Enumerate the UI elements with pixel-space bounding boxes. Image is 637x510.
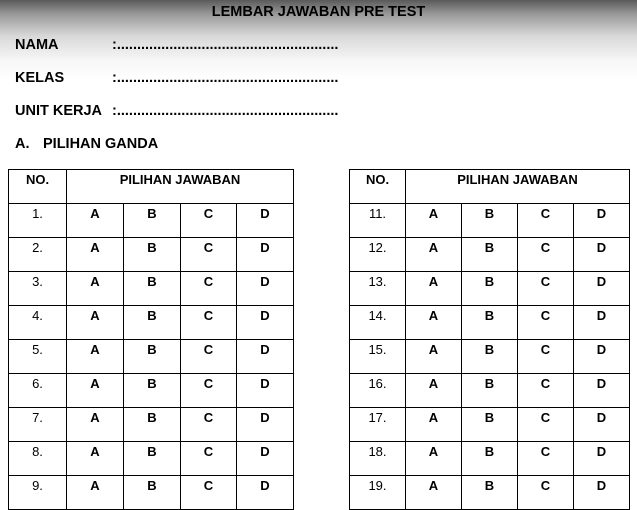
- answer-option-b[interactable]: B: [462, 442, 518, 476]
- answer-option-c[interactable]: C: [518, 238, 574, 272]
- answer-option-a[interactable]: A: [406, 306, 462, 340]
- section-title: PILIHAN GANDA: [43, 136, 159, 152]
- answer-option-c[interactable]: C: [518, 340, 574, 374]
- section-number: A.: [15, 136, 30, 152]
- answer-row: [350, 408, 630, 442]
- section-heading: [15, 136, 158, 152]
- answer-option-d[interactable]: D: [237, 442, 294, 476]
- answer-row: [350, 204, 630, 238]
- question-number: 14.: [350, 306, 406, 340]
- answer-option-d[interactable]: D: [237, 476, 294, 510]
- answer-option-c[interactable]: C: [181, 442, 237, 476]
- answer-option-c[interactable]: C: [518, 374, 574, 408]
- header-choices: PILIHAN JAWABAN: [67, 170, 294, 204]
- answer-option-a[interactable]: A: [406, 374, 462, 408]
- answer-option-b[interactable]: B: [462, 272, 518, 306]
- question-number: 17.: [350, 408, 406, 442]
- header-no: NO.: [350, 170, 406, 204]
- answer-row: [9, 340, 294, 374]
- answer-row: [350, 272, 630, 306]
- question-number: 5.: [9, 340, 67, 374]
- question-number: 4.: [9, 306, 67, 340]
- answer-option-b[interactable]: B: [124, 476, 181, 510]
- answer-option-c[interactable]: C: [181, 374, 237, 408]
- answer-option-a[interactable]: A: [406, 442, 462, 476]
- answer-option-c[interactable]: C: [518, 476, 574, 510]
- question-number: 15.: [350, 340, 406, 374]
- question-number: 12.: [350, 238, 406, 272]
- answer-option-a[interactable]: A: [67, 306, 124, 340]
- answer-option-b[interactable]: B: [124, 238, 181, 272]
- answer-option-d[interactable]: D: [237, 306, 294, 340]
- answer-option-b[interactable]: B: [124, 272, 181, 306]
- answer-option-b[interactable]: B: [124, 442, 181, 476]
- answer-option-d[interactable]: D: [574, 408, 630, 442]
- answer-option-b[interactable]: B: [462, 408, 518, 442]
- question-number: 13.: [350, 272, 406, 306]
- answer-option-a[interactable]: A: [67, 374, 124, 408]
- question-number: 8.: [9, 442, 67, 476]
- header-choices: PILIHAN JAWABAN: [406, 170, 630, 204]
- table-header-row: [9, 170, 294, 204]
- question-number: 3.: [9, 272, 67, 306]
- answer-row: [350, 476, 630, 510]
- answer-option-d[interactable]: D: [237, 340, 294, 374]
- answer-option-b[interactable]: B: [124, 408, 181, 442]
- answer-option-a[interactable]: A: [67, 408, 124, 442]
- answer-option-a[interactable]: A: [406, 340, 462, 374]
- header-no: NO.: [9, 170, 67, 204]
- question-number: 1.: [9, 204, 67, 238]
- answer-option-a[interactable]: A: [406, 204, 462, 238]
- answer-option-a[interactable]: A: [406, 408, 462, 442]
- answer-row: [9, 204, 294, 238]
- answer-row: [9, 238, 294, 272]
- answer-row: [9, 476, 294, 510]
- answer-option-b[interactable]: B: [462, 204, 518, 238]
- work-unit-blank-line[interactable]: :.......................................................: [112, 103, 339, 119]
- name-label: NAMA: [15, 37, 59, 53]
- answer-option-a[interactable]: A: [67, 340, 124, 374]
- answer-option-d[interactable]: D: [237, 374, 294, 408]
- work-unit-label: UNIT KERJA: [15, 103, 103, 119]
- question-number: 16.: [350, 374, 406, 408]
- answer-option-d[interactable]: D: [574, 340, 630, 374]
- question-number: 9.: [9, 476, 67, 510]
- answer-option-c[interactable]: C: [518, 272, 574, 306]
- answer-option-c[interactable]: C: [181, 306, 237, 340]
- answer-option-b[interactable]: B: [124, 204, 181, 238]
- answer-option-d[interactable]: D: [574, 476, 630, 510]
- answer-option-c[interactable]: C: [181, 408, 237, 442]
- answer-option-c[interactable]: C: [181, 272, 237, 306]
- answer-row: [9, 306, 294, 340]
- answer-option-c[interactable]: C: [181, 204, 237, 238]
- answer-option-d[interactable]: D: [574, 272, 630, 306]
- answer-option-d[interactable]: D: [574, 238, 630, 272]
- answer-option-b[interactable]: B: [124, 306, 181, 340]
- table-header-row: [350, 170, 630, 204]
- answer-option-c[interactable]: C: [518, 306, 574, 340]
- question-number: 6.: [9, 374, 67, 408]
- answer-option-a[interactable]: A: [67, 476, 124, 510]
- answer-option-a[interactable]: A: [406, 272, 462, 306]
- answer-option-c[interactable]: C: [181, 238, 237, 272]
- answer-row: [350, 306, 630, 340]
- answer-row: [350, 374, 630, 408]
- question-number: 11.: [350, 204, 406, 238]
- question-number: 18.: [350, 442, 406, 476]
- class-blank-line[interactable]: :.......................................................: [112, 70, 339, 86]
- answer-option-d[interactable]: D: [574, 204, 630, 238]
- answer-row: [350, 238, 630, 272]
- answer-option-b[interactable]: B: [462, 374, 518, 408]
- answer-option-b[interactable]: B: [462, 340, 518, 374]
- answer-option-b[interactable]: B: [124, 340, 181, 374]
- answer-option-c[interactable]: C: [181, 476, 237, 510]
- question-number: 7.: [9, 408, 67, 442]
- name-blank-line[interactable]: :.......................................................: [112, 37, 339, 53]
- answer-option-d[interactable]: D: [237, 238, 294, 272]
- answer-option-a[interactable]: A: [406, 476, 462, 510]
- question-number: 2.: [9, 238, 67, 272]
- answer-option-d[interactable]: D: [574, 442, 630, 476]
- answer-option-a[interactable]: A: [406, 238, 462, 272]
- class-label: KELAS: [15, 70, 65, 86]
- answer-option-b[interactable]: B: [462, 238, 518, 272]
- answer-row: [9, 374, 294, 408]
- answer-option-d[interactable]: D: [237, 204, 294, 238]
- answer-option-a[interactable]: A: [67, 204, 124, 238]
- answer-option-b[interactable]: B: [462, 306, 518, 340]
- answer-option-c[interactable]: C: [518, 442, 574, 476]
- answer-row: [9, 272, 294, 306]
- document-title: LEMBAR JAWABAN PRE TEST: [211, 4, 426, 20]
- answer-option-b[interactable]: B: [124, 374, 181, 408]
- answer-option-d[interactable]: D: [574, 374, 630, 408]
- answer-option-a[interactable]: A: [67, 442, 124, 476]
- answer-option-a[interactable]: A: [67, 238, 124, 272]
- answer-option-b[interactable]: B: [462, 476, 518, 510]
- answer-row: [9, 408, 294, 442]
- answer-row: [350, 340, 630, 374]
- answer-option-d[interactable]: D: [237, 408, 294, 442]
- answer-option-d[interactable]: D: [237, 272, 294, 306]
- answer-option-c[interactable]: C: [181, 340, 237, 374]
- answer-option-a[interactable]: A: [67, 272, 124, 306]
- question-number: 19.: [350, 476, 406, 510]
- answer-option-c[interactable]: C: [518, 408, 574, 442]
- answer-option-c[interactable]: C: [518, 204, 574, 238]
- answer-option-d[interactable]: D: [574, 306, 630, 340]
